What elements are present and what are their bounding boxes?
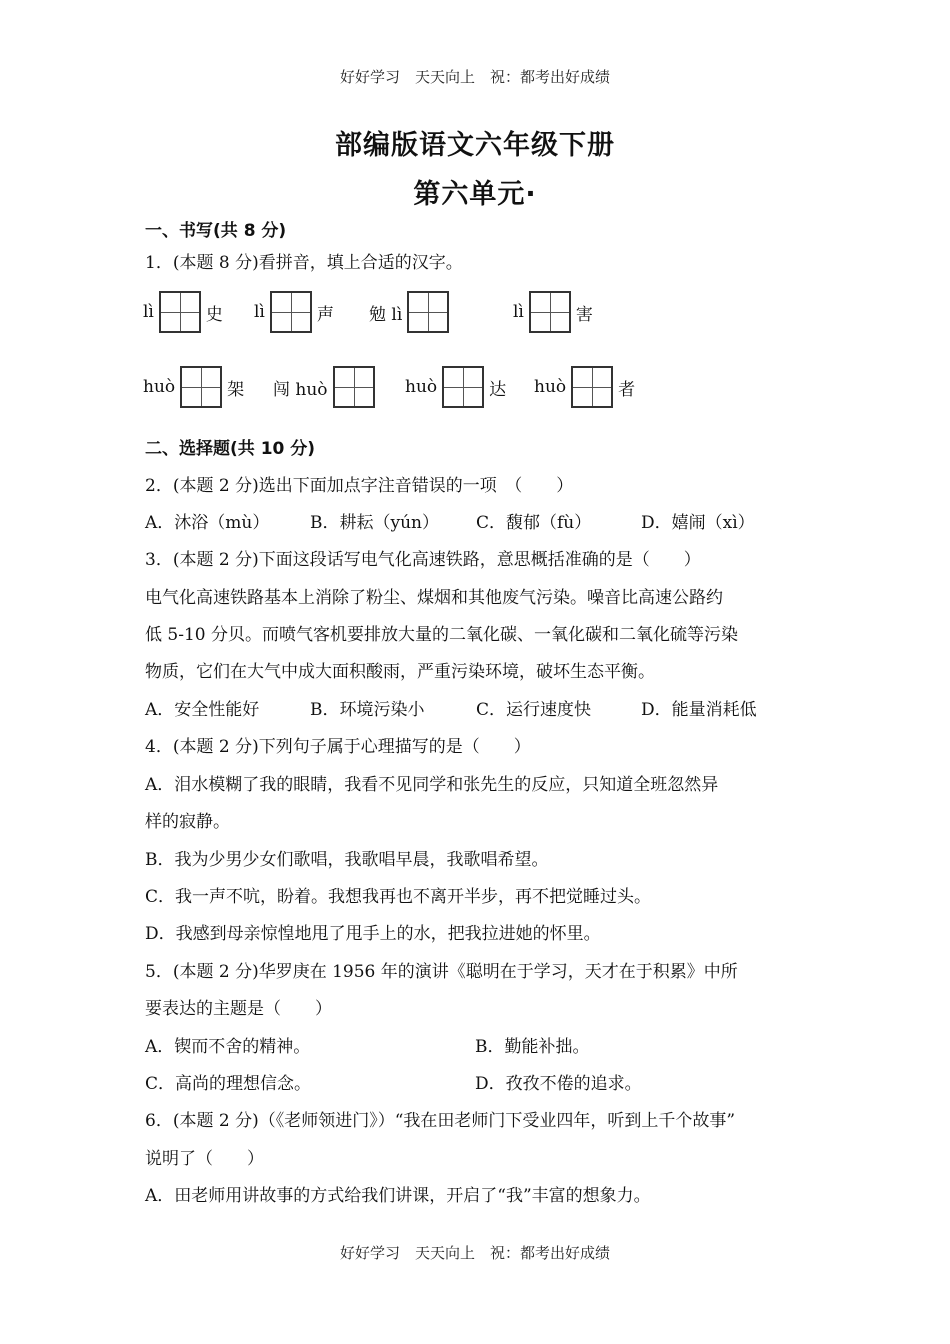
pinyin-suffix: 架 [227, 379, 245, 400]
option-c[interactable]: C．运行速度快 [476, 700, 592, 720]
writing-grid-box[interactable] [571, 366, 613, 408]
section-heading-choice: 二、选择题(共 10 分) [145, 439, 316, 459]
question-5-cont: 要表达的主题是（ ） [145, 999, 332, 1019]
option-c[interactable]: C．馥郁（fù） [476, 513, 592, 533]
question-3-passage-line: 物质，它们在大气中成大面积酸雨，严重污染环境，破坏生态平衡。 [145, 662, 655, 682]
pinyin-label: 闯 huò [273, 379, 328, 400]
pinyin-label: huò [143, 377, 176, 397]
option-d[interactable]: D．能量消耗低 [641, 700, 757, 720]
question-5: 5．(本题 2 分)华罗庚在 1956 年的演讲《聪明在于学习，天才在于积累》中所 [145, 962, 738, 982]
option-d[interactable]: D．孜孜不倦的追求。 [475, 1074, 642, 1094]
option-b[interactable]: B．环境污染小 [310, 700, 425, 720]
pinyin-suffix: 史 [205, 304, 223, 325]
pinyin-suffix: 害 [575, 304, 593, 325]
document-subtitle: 第六单元· [413, 179, 537, 210]
option-a[interactable]: A．锲而不舍的精神。 [145, 1037, 311, 1057]
question-1: 1．(本题 8 分)看拼音，填上合适的汉字。 [145, 253, 463, 273]
page-footer: 好好学习 天天向上 祝：都考出好成绩 [339, 1244, 610, 1262]
question-5-options-row1 [145, 1032, 590, 1057]
option-d[interactable]: D．嬉闹（xì） [641, 513, 755, 533]
pinyin-label: huò [405, 377, 438, 397]
option-b[interactable]: B．耕耘（yún） [310, 513, 439, 533]
question-4-option-d[interactable]: D．我感到母亲惊惶地甩了甩手上的水，把我拉进她的怀里。 [145, 924, 601, 944]
option-c[interactable]: C．高尚的理想信念。 [145, 1074, 312, 1094]
writing-grid-box[interactable] [442, 366, 484, 408]
question-4-option-b[interactable]: B．我为少男少女们歌唱，我歌唱早晨，我歌唱希望。 [145, 850, 549, 870]
pinyin-item [254, 291, 334, 333]
question-4: 4．(本题 2 分)下列句子属于心理描写的是（ ） [145, 737, 531, 757]
question-2-options [145, 508, 755, 533]
pinyin-item [143, 366, 244, 408]
page-header: 好好学习 天天向上 祝：都考出好成绩 [339, 68, 610, 86]
question-3: 3．(本题 2 分)下面这段话写电气化高速铁路，意思概括准确的是（ ） [145, 550, 701, 570]
question-6: 6．(本题 2 分)（《老师领进门》）“我在田老师门下受业四年，听到上千个故事” [145, 1111, 736, 1131]
question-6-cont: 说明了（ ） [145, 1149, 264, 1169]
writing-grid-box[interactable] [180, 366, 222, 408]
question-6-option-a[interactable]: A．田老师用讲故事的方式给我们讲课，开启了“我”丰富的想象力。 [145, 1186, 651, 1206]
question-4-option-a-cont: 样的寂静。 [145, 812, 230, 832]
pinyin-label: lì [254, 302, 265, 322]
pinyin-item [273, 366, 380, 408]
question-3-passage-line: 低 5-10 分贝。而喷气客机要排放大量的二氧化碳、一氧化碳和二氧化硫等污染 [145, 625, 738, 645]
pinyin-label: lì [143, 302, 154, 322]
pinyin-item [369, 291, 454, 333]
question-5-options-row2 [145, 1069, 642, 1094]
pinyin-item [534, 366, 635, 408]
question-4-option-c[interactable]: C．我一声不吭，盼着。我想我再也不离开半步，再不把觉睡过头。 [145, 887, 652, 907]
pinyin-item [405, 366, 506, 408]
writing-grid-box[interactable] [270, 291, 312, 333]
pinyin-item [143, 291, 223, 333]
pinyin-label: lì [513, 302, 524, 322]
writing-grid-box[interactable] [529, 291, 571, 333]
writing-grid-box[interactable] [333, 366, 375, 408]
writing-grid-box[interactable] [407, 291, 449, 333]
pinyin-label: 勉 lì [369, 304, 403, 325]
option-a[interactable]: A．沐浴（mù） [145, 513, 270, 533]
pinyin-label: huò [534, 377, 567, 397]
section-heading-writing: 一、书写(共 8 分) [145, 221, 287, 241]
document-title: 部编版语文六年级下册 [335, 130, 615, 161]
pinyin-suffix: 声 [316, 304, 334, 325]
question-3-options [145, 695, 757, 720]
pinyin-suffix: 达 [489, 379, 507, 400]
option-b[interactable]: B．勤能补拙。 [475, 1037, 590, 1057]
pinyin-suffix: 者 [618, 379, 636, 400]
option-a[interactable]: A．安全性能好 [145, 700, 260, 720]
question-4-option-a[interactable]: A．泪水模糊了我的眼睛，我看不见同学和张先生的反应，只知道全班忽然异 [145, 775, 719, 795]
writing-grid-box[interactable] [159, 291, 201, 333]
pinyin-item [513, 291, 593, 333]
question-2: 2．(本题 2 分)选出下面加点字注音错误的一项 （ ） [145, 476, 574, 496]
question-3-passage-line: 电气化高速铁路基本上消除了粉尘、煤烟和其他废气污染。噪音比高速公路约 [145, 588, 723, 608]
